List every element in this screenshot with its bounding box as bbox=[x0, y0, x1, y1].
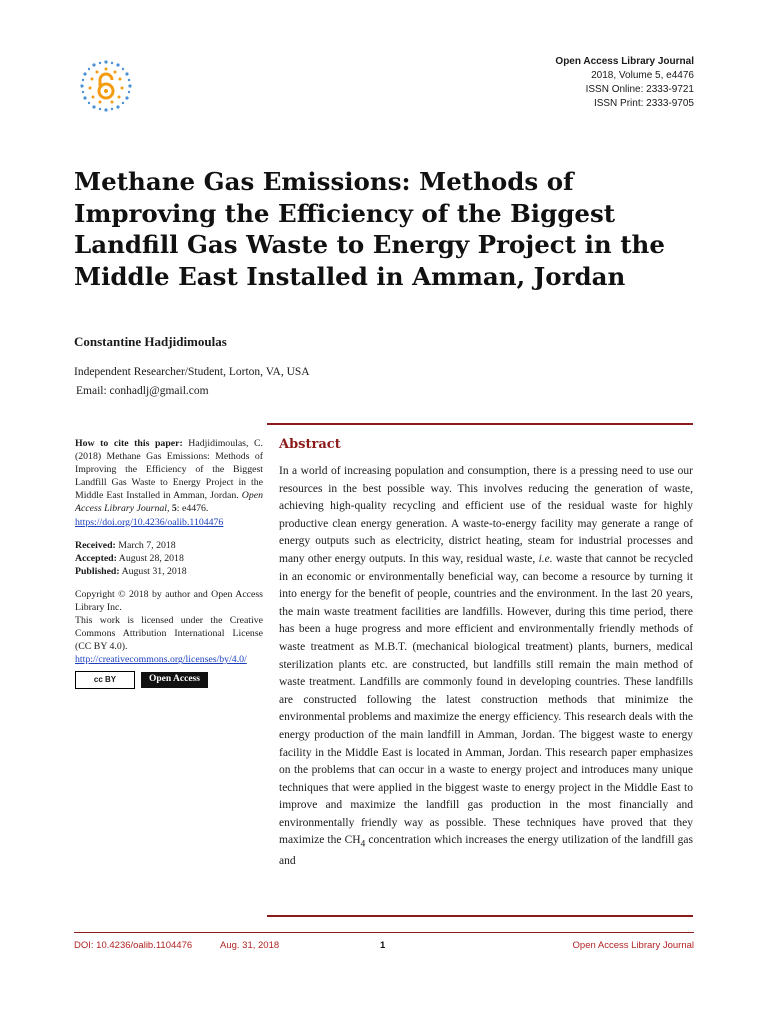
article-sidebar bbox=[75, 437, 263, 689]
author-name: Constantine Hadjidimoulas bbox=[74, 334, 227, 349]
citation-block bbox=[75, 437, 263, 529]
journal-logo-icon bbox=[78, 58, 134, 114]
published-label: Published: bbox=[75, 565, 120, 577]
volume-line: 2018, Volume 5, e4476 bbox=[591, 70, 694, 81]
citation-text: Hadjidimoulas, C. (2018) Methane Gas Emissions: Methods of Improving the Efficiency of the Biggest Landfill Gas Waste to Energy Project in the Middle East Installed in Amman, Jordan. bbox=[75, 438, 263, 502]
footer-journal-name: Open Access Library Journal bbox=[572, 940, 694, 951]
footer-divider bbox=[74, 932, 694, 933]
footer-date: Aug. 31, 2018 bbox=[220, 940, 280, 951]
received-label: Received: bbox=[75, 539, 116, 551]
abstract-heading: Abstract bbox=[279, 437, 341, 452]
cc-by-badge-icon[interactable]: cc BY bbox=[75, 671, 135, 689]
issn-online: ISSN Online: 2333-9721 bbox=[585, 84, 694, 95]
copyright-line: Copyright © 2018 by author and Open Access Library Inc. bbox=[75, 588, 263, 614]
issn-print: ISSN Print: 2333-9705 bbox=[593, 98, 694, 109]
received-date: March 7, 2018 bbox=[115, 539, 176, 551]
license-link[interactable]: http://creativecommons.org/licenses/by/4.0/ bbox=[75, 654, 247, 666]
license-line: This work is licensed under the Creative Commons Attribution International License (CC BY 4.0). bbox=[75, 615, 263, 653]
abstract-section bbox=[267, 423, 693, 917]
journal-name: Open Access Library Journal bbox=[555, 56, 694, 67]
citation-separator: , bbox=[166, 503, 172, 515]
citation-article-number: : e4476. bbox=[176, 503, 209, 515]
license-badges bbox=[75, 671, 263, 689]
citation-journal: Open Access Library Journal bbox=[75, 490, 263, 515]
accepted-label: Accepted: bbox=[75, 552, 117, 564]
page-number: 1 bbox=[380, 940, 386, 951]
abstract-text-part-1: In a world of increasing population and consumption, there is a pressing need to use our resources in the best possible way. This involves reducing the generation of waste, achieving high-quality recycling and efficient use of the residual waste for highly productive clean energy generation. A waste-to-energy facility may generate a range of energy outputs such as electricity, district heating, steam for industrial processes and many other energy outputs. In this way, residual waste, bbox=[279, 465, 693, 565]
author-affiliation: Independent Researcher/Student, Lorton, VA, USA bbox=[74, 366, 310, 378]
abstract-text bbox=[279, 463, 693, 871]
paper-title: Methane Gas Emissions: Methods of Improving the Efficiency of the Biggest Landfill Gas Waste to Energy Project in the Middle East Installed in Amman, Jordan bbox=[74, 167, 665, 291]
citation-volume: 5 bbox=[171, 503, 177, 515]
open-access-badge[interactable]: Open Access bbox=[141, 672, 208, 688]
published-date: August 31, 2018 bbox=[119, 565, 187, 577]
citation-label: How to cite this paper: bbox=[75, 438, 183, 449]
dates-block bbox=[75, 539, 263, 578]
copyright-block bbox=[75, 588, 263, 667]
abstract-ie: i.e. bbox=[538, 552, 553, 565]
abstract-text-part-2: waste that cannot be recycled in an economic or environmentally beneficial way, can become a resource by turning it into energy for the benefit of people, countries and the environment. In the last 20 years, the main waste treatment facilities are landfills. However, during this time period, there has been a huge progress and more efficient and environmentally friendly methods of waste treatment as M.B.T. (mechanical biological treatment) plants, burners, medical sterilization plants etc. are constructed, but landfills still remain the main method of waste treatment. Landfills are commonly found in developing countries. These landfills are constructed following the latest construction methods that minimize the environmental problems and maximize the energy efficiency. This research deals with the energy production of the main landfill in Amman, Jordan. The biggest waste to energy facility in the Middle East is located in Amman, Jordan. This research paper emphasizes on the problems that can occur in a waste to energy project and introduces many unique techniques that were applied in the biggest waste to energy project in the Middle East to improve and maximize the landfill gas production in the most financially and environmentally friendly way as possible. These techniques have proved that they maximize the CH bbox=[279, 552, 693, 847]
journal-info bbox=[555, 55, 694, 111]
accepted-date: August 28, 2018 bbox=[116, 552, 184, 564]
doi-link[interactable]: https://doi.org/10.4236/oalib.1104476 bbox=[75, 516, 224, 528]
footer-doi: DOI: 10.4236/oalib.1104476 bbox=[74, 940, 193, 951]
page-footer bbox=[74, 940, 694, 954]
abstract-subscript: 4 bbox=[360, 838, 366, 850]
author-email: Email: conhadlj@gmail.com bbox=[76, 385, 209, 397]
abstract-text-part-3: concentration which increases the energy utilization of the landfill gas and bbox=[279, 834, 693, 868]
